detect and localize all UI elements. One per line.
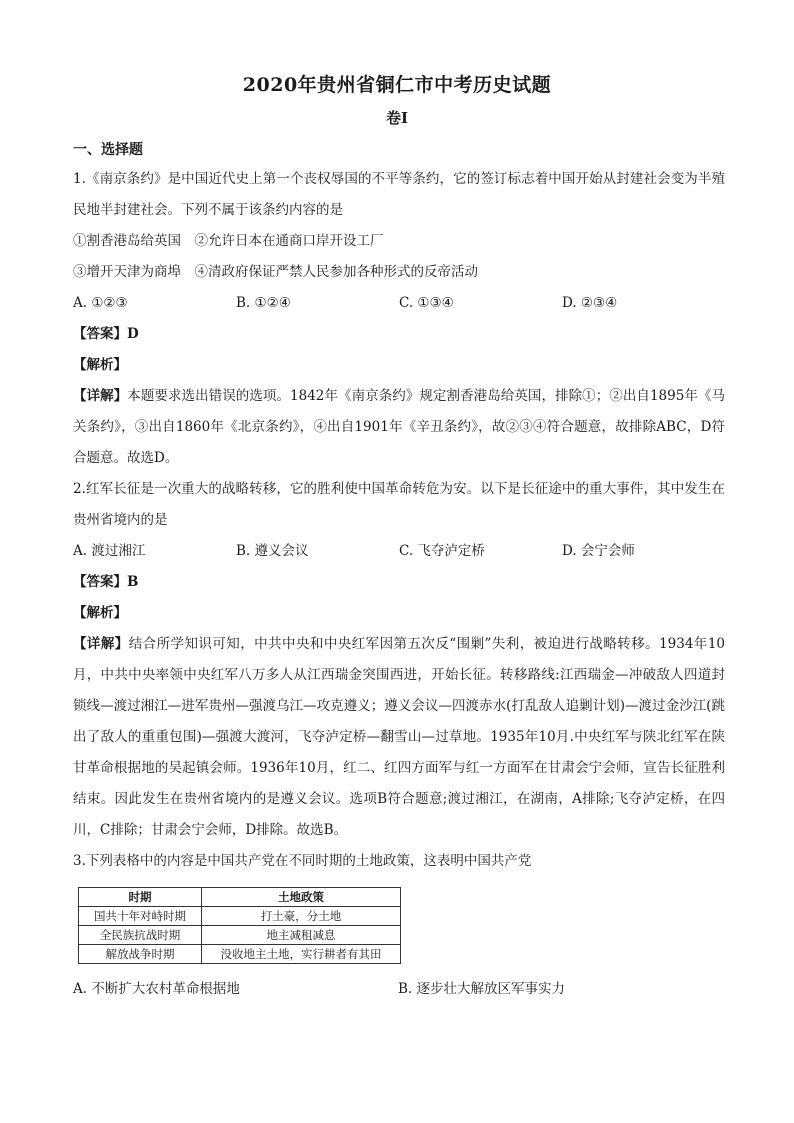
q2-option-d[interactable]: D. 会宁会师 [562, 543, 635, 559]
q1-option-d[interactable]: D. ②③④ [562, 295, 618, 311]
q1-choice-line-1: ①割香港岛给英国 ②允许日本在通商口岸开设工厂 [73, 233, 384, 249]
land-policy-table [78, 887, 401, 964]
table-cell-period: 解放战争时期 [79, 945, 202, 964]
table-row [79, 945, 401, 964]
q1-answer-value: D [127, 326, 139, 342]
volume-label: 卷Ⅰ [385, 109, 409, 127]
q1-option-a[interactable]: A. ①②③ [73, 295, 128, 311]
table-cell-period: 全民族抗战时期 [79, 926, 202, 945]
table-header-policy: 土地政策 [202, 888, 401, 907]
q1-options [73, 288, 725, 319]
q2-option-a[interactable]: A. 渡过湘江 [73, 543, 146, 559]
q2-options [73, 536, 725, 567]
q3-options [73, 974, 725, 1005]
table-row [79, 926, 401, 945]
q3-option-a[interactable]: A. 不断扩大农村革命根据地 [73, 981, 240, 997]
page-title: 2020年贵州省铜仁市中考历史试题 [242, 74, 552, 96]
exam-content [73, 136, 725, 1005]
q2-detail-label: 【详解】 [73, 636, 129, 652]
table-cell-policy: 地主减租减息 [202, 926, 401, 945]
q1-analysis-label: 【解析】 [73, 357, 127, 373]
q2-answer [73, 567, 725, 598]
q3-option-b[interactable]: B. 逐步壮大解放区军事实力 [398, 981, 566, 997]
q1-choice-line-2: ③增开天津为商埠 ④清政府保证严禁人民参加各种形式的反帝活动 [73, 264, 478, 280]
q1-stem: 1.《南京条约》是中国近代史上第一个丧权辱国的不平等条约，它的签订标志着中国开始从封建社会变为半殖民地半封建社会。下列不属于该条约内容的是 [73, 171, 725, 218]
q1-detail [73, 381, 725, 474]
q2-stem: 2.红军长征是一次重大的战略转移，它的胜利使中国革命转危为安。以下是长征途中的重大事件，其中发生在贵州省境内的是 [73, 481, 725, 528]
q1-answer [73, 319, 725, 350]
table-header-period: 时期 [79, 888, 202, 907]
q2-answer-value: B [127, 574, 139, 590]
q2-option-b[interactable]: B. 遵义会议 [236, 543, 309, 559]
q2-option-c[interactable]: C. 飞夺泸定桥 [399, 543, 485, 559]
q2-analysis-label: 【解析】 [73, 605, 127, 621]
q2-detail-text: 结合所学知识可知，中共中央和中央红军因第五次反“围剿”失利，被迫进行战略转移。1934年10月，中共中央率领中央红军八万多人从江西瑞金突围西进，开始长征。转移路线:江西瑞金—冲破敌人四道封锁线—渡过湘江—进军贵州—强渡乌江—攻克遵义；遵义会议—四渡赤水(打乱敌人追剿计划)—渡过金沙江(跳出了敌人的重重包围)—强渡大渡河，飞夺泸定桥—翻雪山—过草地。1935年10月.中央红军与陕北红军在陕甘革命根据地的吴起镇会师。1936年10月，红二、红四方面军与红一方面军在甘肃会宁会师，宣告长征胜利结束。因此发生在贵州省境内的是遵义会议。选项B符合题意;渡过湘江，在湖南，A排除;飞夺泸定桥，在四川，C排除；甘肃会宁会师，D排除。故选B。 [73, 636, 725, 838]
table-cell-policy: 没收地主土地，实行耕者有其田 [202, 945, 401, 964]
q3-stem: 3.下列表格中的内容是中国共产党在不同时期的土地政策，这表明中国共产党 [73, 853, 532, 869]
q1-detail-label: 【详解】 [73, 388, 128, 404]
q1-answer-label: 【答案】 [73, 326, 127, 342]
q2-detail [73, 629, 725, 846]
table-cell-period: 国共十年对峙时期 [79, 907, 202, 926]
table-row [79, 907, 401, 926]
table-header-row [79, 888, 401, 907]
q1-option-c[interactable]: C. ①③④ [399, 295, 454, 311]
table-cell-policy: 打土豪，分土地 [202, 907, 401, 926]
q1-detail-text: 本题要求选出错误的选项。1842年《南京条约》规定割香港岛给英国，排除①；②出自1895年《马关条约》，③出自1860年《北京条约》，④出自1901年《辛丑条约》，故②③④符合题意，故排除ABC，D符合题意。故选D。 [73, 388, 726, 466]
q1-option-b[interactable]: B. ①②④ [236, 295, 291, 311]
q2-answer-label: 【答案】 [73, 574, 127, 590]
section-heading: 一、选择题 [73, 142, 143, 158]
